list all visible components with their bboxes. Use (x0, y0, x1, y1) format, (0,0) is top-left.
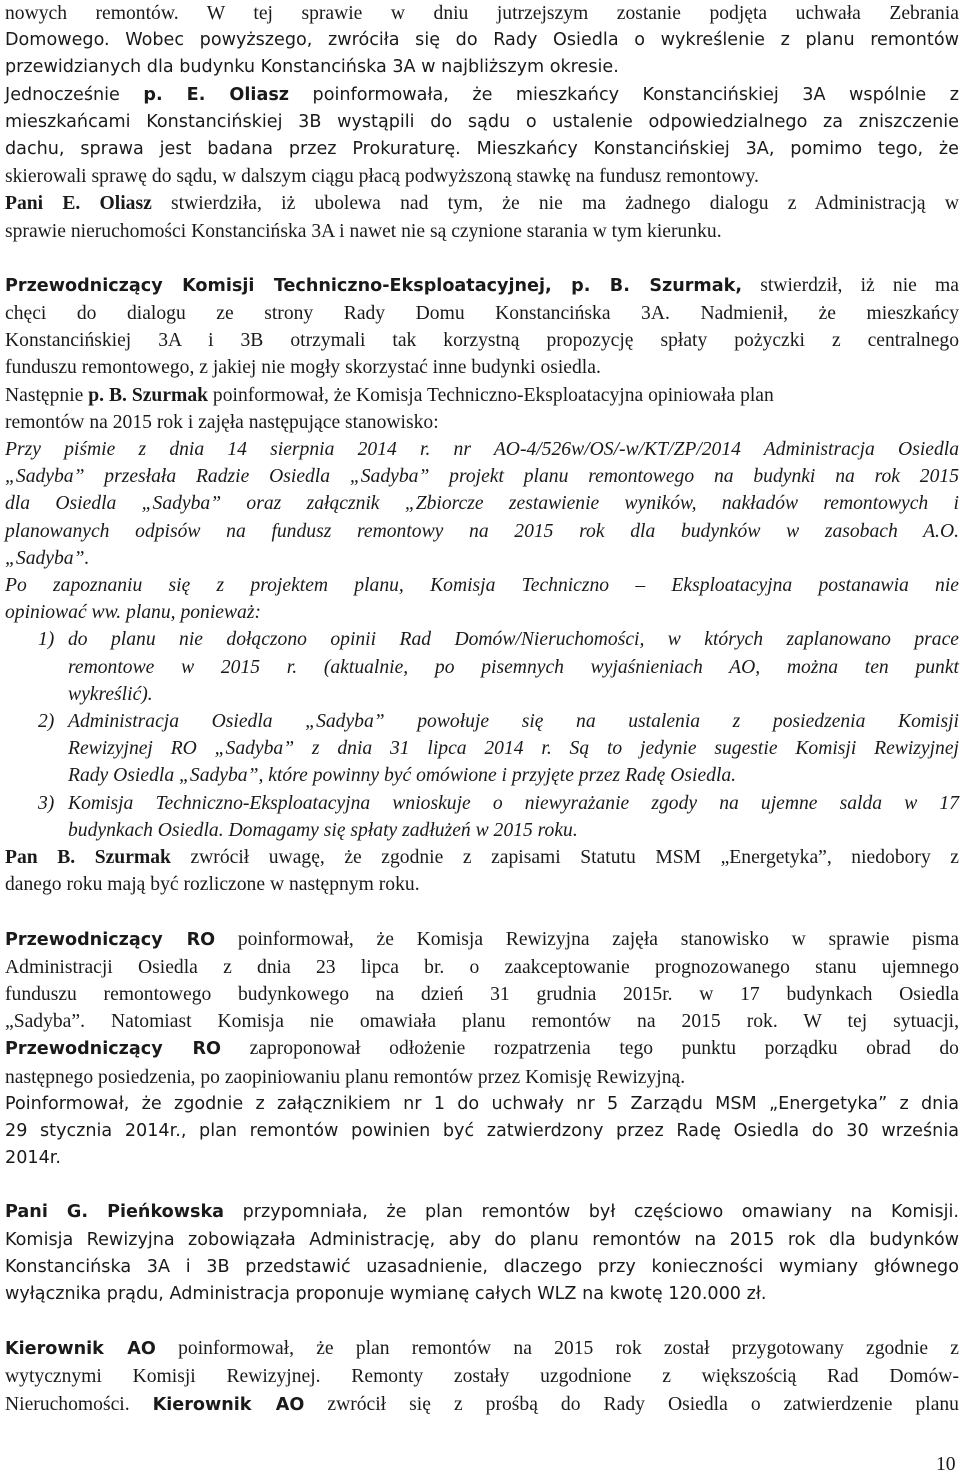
text-line: Konstancińska 3A i 3B przedstawić uzasadnienie, dlaczego przy konieczności wymiany głównego (5, 1256, 959, 1277)
list-number: 2) (38, 711, 55, 733)
text-run: przypomniała, że plan remontów był częściowo omawiany na Komisji. (224, 1202, 959, 1223)
text-run: dla Osiedla „Sadyba” oraz załącznik „Zbiorcze zestawienie wyników, nakładów remontowych i (5, 493, 959, 515)
text-line: „Sadyba”. Natomiast Komisja nie omawiała planu remontów na 2015 rok. W tej sytuacji, (5, 1011, 959, 1033)
text-run: poinformował, że Komisja Techniczno-Eksploatacyjna opiniowała plan (208, 384, 774, 406)
text-line: wyłącznika prądu, Administracja proponuje wymianę całych WLZ na kwotę 120.000 zł. (5, 1283, 767, 1304)
text-line (5, 490, 959, 517)
text-line (68, 790, 959, 817)
text-line (5, 545, 959, 572)
speaker-name: p. E. Oliasz (143, 84, 290, 105)
text-line (5, 1035, 959, 1063)
text-line (5, 926, 959, 954)
speaker-name: Pani G. Pieńkowska (5, 1202, 225, 1223)
speaker-name: Przewodniczący Komisji Techniczno-Eksploatacyjnej, p. B. Szurmak, (5, 275, 743, 296)
text-line (68, 817, 959, 844)
list-number: 1) (38, 629, 55, 651)
text-line: danego roku mają być rozliczone w następnym roku. (5, 874, 420, 896)
speaker-name: Przewodniczący RO (5, 1039, 221, 1060)
text-line: następnego posiedzenia, po zaopiniowaniu planu remontów przez Komisję Rewizyjną. (5, 1066, 686, 1088)
list-item (5, 790, 959, 844)
text-run: planowanych odpisów na fundusz remontowy na 2015 rok dla budynków w zasobach A.O. (5, 520, 959, 542)
speaker-name: Pan B. Szurmak (5, 847, 171, 869)
text-line: Poinformował, że zgodnie z załącznikiem nr 1 do uchwały nr 5 Zarządu MSM „Energetyka” z dnia (5, 1093, 959, 1114)
text-line: przewidzianych dla budynku Konstancińska 3A w najbliższym okresie. (5, 57, 619, 78)
text-line (68, 681, 959, 708)
text-run: zaproponował odłożenie rozpatrzenia tego punktu porządku obrad do (221, 1038, 959, 1060)
text-run: poinformowała, że mieszkańcy Konstancińskiej 3A wspólnie z (289, 84, 959, 105)
text-run: poinformował, że Komisja Rewizyjna zajęła stanowisko w sprawie pisma (215, 928, 959, 950)
text-run: Następnie (5, 384, 84, 406)
text-run: remontowe w 2015 r. (aktualnie, po pisemnych wyjaśnieniach AO, można ten punkt (68, 656, 959, 678)
text-line (5, 518, 959, 545)
text-run: Nieruchomości. (5, 1393, 130, 1415)
text-line: funduszu remontowego budynkowego na dzień 31 grudnia 2015r. w 17 budynkach Osiedla (5, 983, 959, 1005)
text-line: Administracji Osiedla z dnia 23 lipca br. o zaakceptowanie prognozowanego stanu ujemnego (5, 956, 959, 978)
text-run: Komisja Techniczno-Eksploatacyjna wnioskuje o niewyrażanie zgody na ujemne salda w 17 (68, 792, 959, 814)
text-line (68, 735, 959, 762)
text-run: zwrócił się z prośbą do Rady Osiedla o zatwierdzenie planu (304, 1393, 959, 1415)
text-run: stwierdziła, iż ubolewa nad tym, że nie ma żadnego dialogu z Administracją w (151, 193, 959, 215)
text-line: mieszkańcami Konstancińskiej 3B wystąpili do sądu o ustalenie odpowiedzialnego za zniszczenie (5, 111, 959, 132)
text-line (5, 436, 959, 463)
list-number: 3) (38, 792, 55, 814)
text-line (5, 1199, 959, 1226)
text-line: 2014r. (5, 1148, 61, 1169)
text-line (5, 136, 959, 163)
text-line: skierowali sprawę do sądu, w dalszym ciągu płacą podwyższoną stawkę na fundusz remontowy. (5, 166, 759, 188)
text-line (68, 626, 959, 653)
speaker-name: p. B. Szurmak (88, 384, 209, 406)
list-item (5, 626, 959, 708)
text-line (5, 572, 959, 599)
speaker-name: Przewodniczący RO (5, 929, 216, 950)
text-line: nowych remontów. W tej sprawie w dniu jutrzejszym zostanie podjęta uchwała Zebrania (5, 3, 959, 24)
text-line (5, 272, 959, 300)
text-line (68, 708, 959, 735)
text-run: Administracja Osiedla „Sadyba” powołuje się na ustalenia z posiedzenia Komisji (68, 711, 959, 733)
text-line: remontów na 2015 rok i zajęła następujące stanowisko: (5, 411, 439, 433)
text-line (5, 599, 959, 626)
list-item (5, 708, 959, 790)
text-run: Jednocześnie (5, 84, 120, 105)
text-line (5, 844, 959, 871)
text-run: poinformował, że plan remontów na 2015 rok został przygotowany zgodnie z (155, 1338, 959, 1360)
text-run: wykreślić). (68, 683, 153, 705)
text-run: „Sadyba”. (5, 547, 90, 569)
document-page (5, 0, 959, 1419)
text-line: sprawie nieruchomości Konstancińska 3A i nawet nie są czynione starania w tym kierunku. (5, 220, 722, 242)
text-run: Mieszkańcy Konstancińskiej 3A, pomimo tego, że (460, 139, 959, 160)
text-run: „Sadyba” przesłała Radzie Osiedla „Sadyba” projekt planu remontowego na budynki na rok 2015 (5, 466, 959, 488)
text-line (5, 1335, 959, 1363)
text-line: 29 stycznia 2014r., plan remontów powinien być zatwierdzony przez Radę Osiedla do 30 września (5, 1120, 959, 1141)
text-run: Rewizyjnej RO „Sadyba” z dnia 31 lipca 2014 r. Są to jedynie sugestie Komisji Rewizyjnej (68, 738, 959, 760)
text-line: Konstancińskiej 3A i 3B otrzymali tak korzystną propozycję spłaty pożyczki z centralnego (5, 330, 959, 352)
text-line: funduszu remontowego, z jakiej nie mogły skorzystać inne budynki osiedla. (5, 357, 601, 379)
text-run: Rady Osiedla „Sadyba”, które powinny być omówione i przyjęte przez Radę Osiedla. (68, 765, 737, 787)
text-run: Przy piśmie z dnia 14 sierpnia 2014 r. nr AO-4/526w/OS/-w/KT/ZP/2014 Administracja Osiedla (5, 439, 959, 461)
text-run: stwierdził, iż nie ma (742, 274, 959, 296)
text-line (5, 463, 959, 490)
text-run: opiniować ww. planu, ponieważ: (5, 602, 261, 624)
text-line: chęci do dialogu ze strony Rady Domu Konstancińska 3A. Nadmienił, że mieszkańcy (5, 303, 959, 325)
speaker-name: Kierownik AO (152, 1394, 305, 1415)
text-line (5, 190, 959, 217)
page-number: 10 (936, 1454, 956, 1475)
text-line (5, 382, 959, 409)
text-line: wytycznymi Komisji Rewizyjnej. Remonty zostały uzgodnione z większością Rad Domów- (5, 1366, 959, 1388)
text-line (5, 82, 959, 109)
text-line: Komisja Rewizyjna zobowiązała Administrację, aby do planu remontów na 2015 rok dla budynków (5, 1229, 959, 1250)
speaker-name: Kierownik AO (5, 1339, 156, 1360)
text-run: budynkach Osiedla. Domagamy się spłaty zadłużeń w 2015 roku. (68, 819, 578, 841)
text-run: Po zapoznaniu się z projektem planu, Komisja Techniczno – Eksploatacyjna postanawia nie (5, 575, 959, 597)
text-run: zwrócił uwagę, że zgodnie z zapisami Statutu MSM „Energetyka”, niedobory z (170, 847, 959, 869)
text-run: do planu nie dołączono opinii Rad Domów/Nieruchomości, w których zaplanowano prace (68, 629, 959, 651)
text-line (5, 1391, 959, 1419)
text-line (68, 654, 959, 681)
text-run: dachu, sprawa jest badana przez Prokuraturę. (5, 139, 461, 160)
speaker-name: Pani E. Oliasz (5, 193, 152, 215)
text-line (68, 762, 959, 789)
text-line: Domowego. Wobec powyższego, zwróciła się do Rady Osiedla o wykreślenie z planu remontów (5, 30, 959, 51)
